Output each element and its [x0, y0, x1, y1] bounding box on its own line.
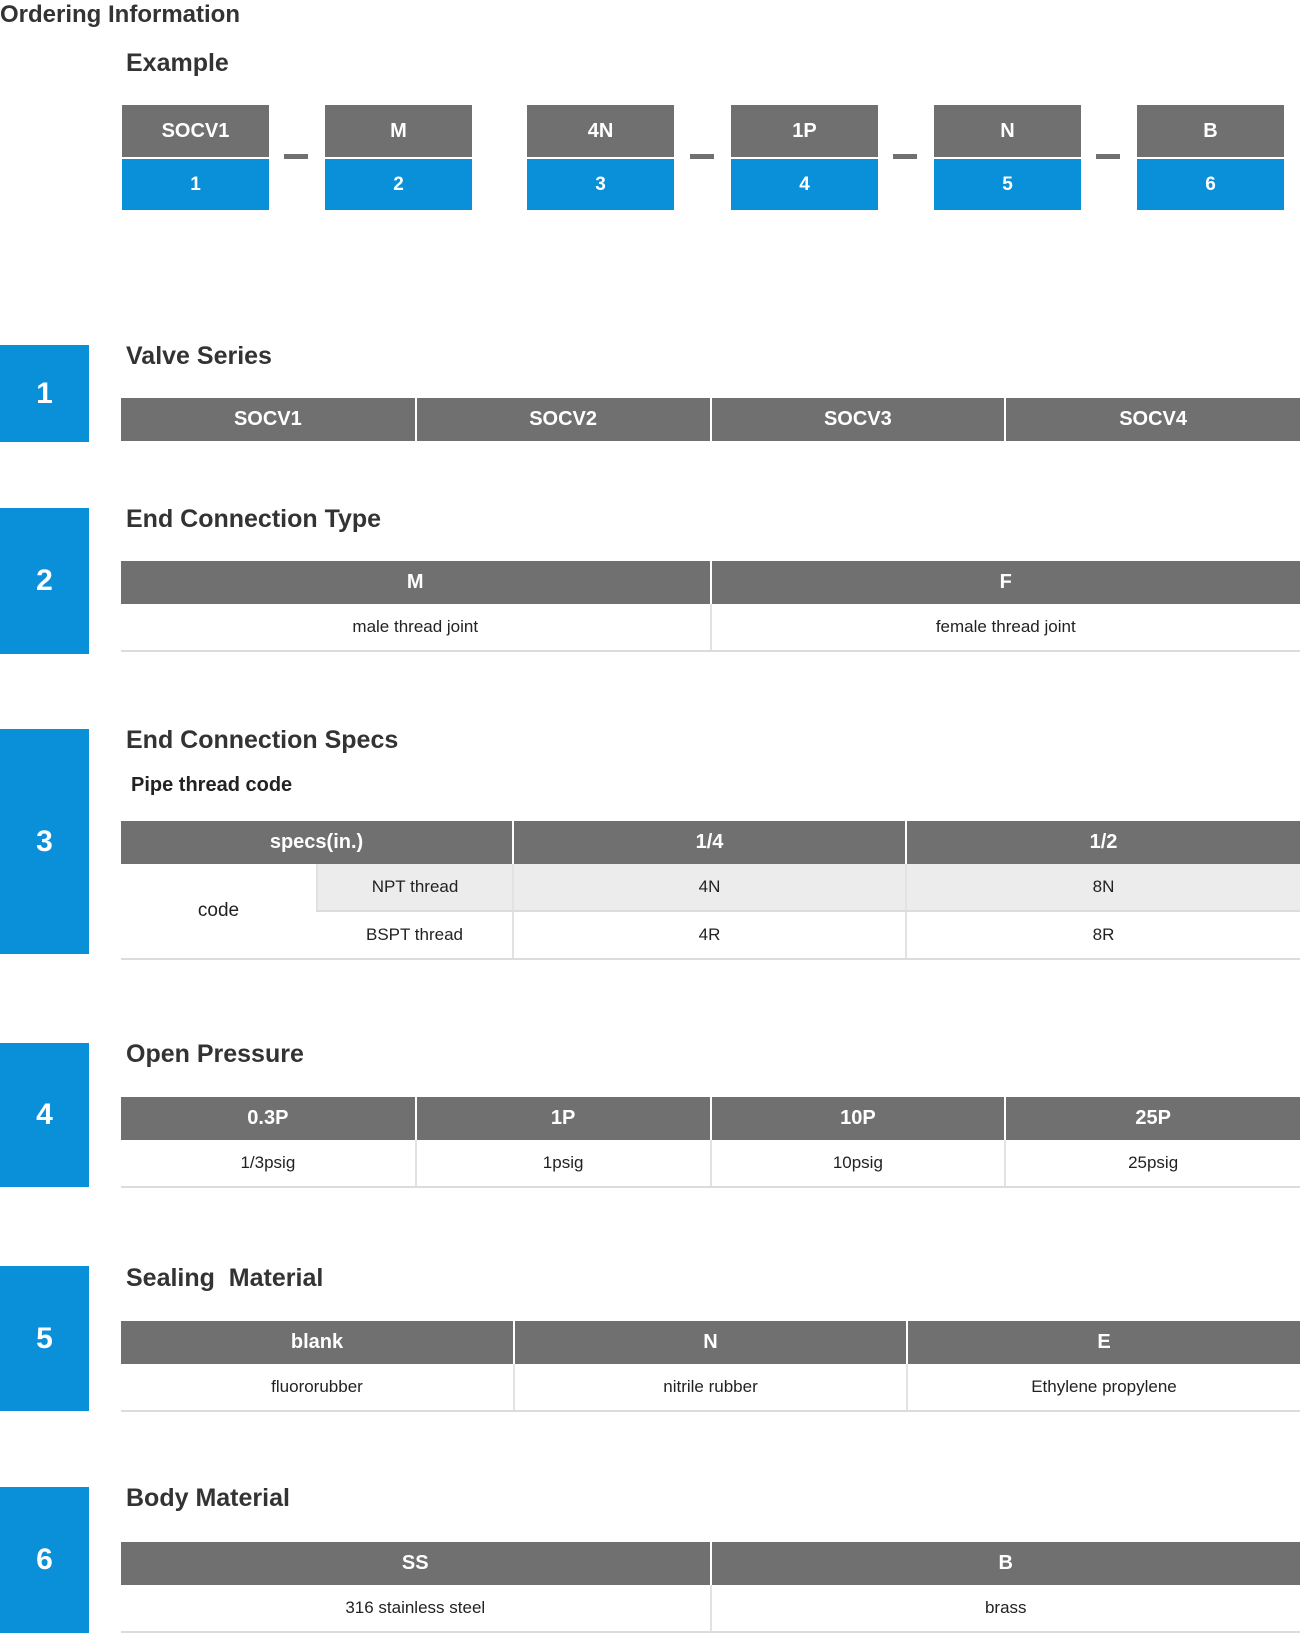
- body-material-description: 316 stainless steel: [121, 1585, 711, 1632]
- section-subtitle-pipe-thread-code: Pipe thread code: [131, 774, 293, 796]
- valve-series-table: [121, 398, 1300, 441]
- thread-code: 8N: [906, 864, 1300, 911]
- valve-series-option: SOCV4: [1005, 398, 1300, 441]
- example-separator-dash: [893, 154, 917, 159]
- valve-series-option: SOCV3: [711, 398, 1006, 441]
- thread-type: NPT thread: [317, 864, 513, 911]
- thread-code: 8R: [906, 911, 1300, 959]
- thread-code: 4R: [513, 911, 906, 959]
- thread-code: 4N: [513, 864, 906, 911]
- section-number-3: 3: [0, 729, 89, 954]
- section-number-4: 4: [0, 1043, 89, 1187]
- example-code: 4N: [527, 105, 674, 157]
- example-code: M: [325, 105, 472, 157]
- example-code: N: [934, 105, 1081, 157]
- section-title-sealing-material: Sealing Material: [126, 1264, 324, 1292]
- example-box-1: [122, 105, 269, 210]
- example-separator-dash: [690, 154, 714, 159]
- example-code: 1P: [731, 105, 878, 157]
- specs-size: 1/2: [906, 821, 1300, 864]
- example-number: 2: [325, 159, 472, 210]
- example-title: Example: [126, 49, 229, 77]
- valve-series-option: SOCV1: [121, 398, 416, 441]
- section-title-body-material: Body Material: [126, 1484, 290, 1512]
- section-title-open-pressure: Open Pressure: [126, 1040, 304, 1068]
- pressure-code: 10P: [711, 1097, 1006, 1140]
- sealing-code: E: [907, 1321, 1300, 1364]
- example-box-4: [731, 105, 878, 210]
- thread-type: BSPT thread: [317, 911, 513, 959]
- section-number-6: 6: [0, 1487, 89, 1633]
- example-box-5: [934, 105, 1081, 210]
- connection-type-code: M: [121, 561, 711, 604]
- body-material-description: brass: [711, 1585, 1300, 1632]
- section-number-2: 2: [0, 508, 89, 654]
- example-box-3: [527, 105, 674, 210]
- example-number: 1: [122, 159, 269, 210]
- body-material-table: [121, 1542, 1300, 1633]
- body-material-code: B: [711, 1542, 1300, 1585]
- connection-type-description: male thread joint: [121, 604, 711, 651]
- end-connection-specs-table: [121, 821, 1300, 960]
- example-separator-dash: [1096, 154, 1120, 159]
- pressure-code: 25P: [1005, 1097, 1300, 1140]
- specs-size: 1/4: [513, 821, 906, 864]
- example-code: B: [1137, 105, 1284, 157]
- valve-series-option: SOCV2: [416, 398, 711, 441]
- example-number: 4: [731, 159, 878, 210]
- end-connection-type-table: [121, 561, 1300, 652]
- example-code: SOCV1: [122, 105, 269, 157]
- body-material-code: SS: [121, 1542, 711, 1585]
- pressure-code: 0.3P: [121, 1097, 416, 1140]
- page-title: Ordering Information: [0, 1, 240, 28]
- example-box-6: [1137, 105, 1284, 210]
- pressure-code: 1P: [416, 1097, 711, 1140]
- connection-type-code: F: [711, 561, 1300, 604]
- pressure-value: 10psig: [711, 1140, 1006, 1187]
- connection-type-description: female thread joint: [711, 604, 1300, 651]
- section-title-end-connection-specs: End Connection Specs: [126, 726, 399, 754]
- sealing-code: N: [514, 1321, 907, 1364]
- sealing-material: fluororubber: [121, 1364, 514, 1411]
- example-number: 6: [1137, 159, 1284, 210]
- specs-header: specs(in.): [121, 821, 513, 864]
- section-number-1: 1: [0, 345, 89, 442]
- code-row-label: code: [121, 864, 317, 959]
- example-separator-dash: [284, 154, 308, 159]
- pressure-value: 1/3psig: [121, 1140, 416, 1187]
- section-title-end-connection-type: End Connection Type: [126, 505, 382, 533]
- sealing-code: blank: [121, 1321, 514, 1364]
- section-number-5: 5: [0, 1266, 89, 1411]
- example-number: 3: [527, 159, 674, 210]
- sealing-material-table: [121, 1321, 1300, 1412]
- sealing-material: nitrile rubber: [514, 1364, 907, 1411]
- example-number: 5: [934, 159, 1081, 210]
- open-pressure-table: [121, 1097, 1300, 1188]
- pressure-value: 1psig: [416, 1140, 711, 1187]
- example-box-2: [325, 105, 472, 210]
- sealing-material: Ethylene propylene: [907, 1364, 1300, 1411]
- pressure-value: 25psig: [1005, 1140, 1300, 1187]
- section-title-valve-series: Valve Series: [126, 342, 272, 370]
